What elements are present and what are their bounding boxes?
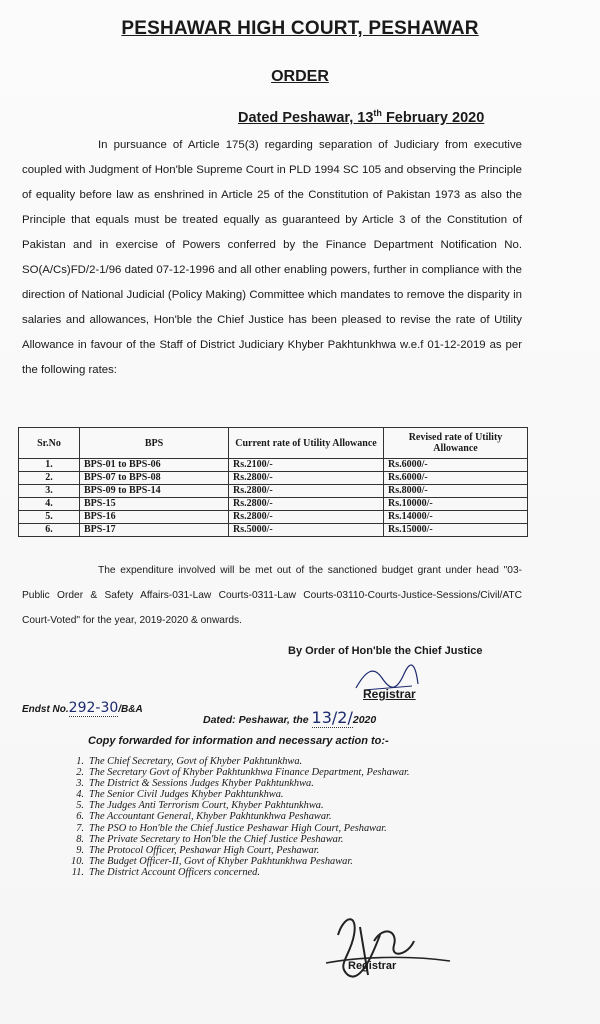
order-date bbox=[238, 108, 484, 126]
cell-current-rate: Rs.2800/- bbox=[229, 472, 384, 485]
expenditure-text: The expenditure involved will be met out of the sanctioned budget grant under head "03-Public Order & Safety Affairs-031-Law Courts-0311-Law Courts-03110-Courts-Justice-Sessions/Civil/ATC Court-Voted" for the year, 2019-2020 & onwards. bbox=[22, 565, 522, 626]
recipient-number: 3. bbox=[76, 778, 84, 790]
recipient-number: 1. bbox=[76, 756, 84, 767]
cell-srno: 6. bbox=[19, 524, 80, 537]
rates-table-row bbox=[19, 498, 528, 511]
col-header-srno: Sr.No bbox=[19, 428, 80, 459]
recipient-number: 2. bbox=[76, 767, 84, 779]
col-header-revised-rate: Revised rate of Utility Allowance bbox=[384, 428, 528, 459]
order-date-sup: th bbox=[373, 108, 382, 118]
recipient-item bbox=[62, 789, 410, 800]
recipient-item bbox=[62, 867, 410, 878]
cell-bps: BPS-16 bbox=[80, 511, 229, 524]
copy-forwarded-heading: Copy forwarded for information and necessary action to:- bbox=[88, 735, 389, 747]
cell-bps: BPS-15 bbox=[80, 498, 229, 511]
recipient-text: The Chief Secretary, Govt of Khyber Pakhtunkhwa. bbox=[89, 756, 303, 767]
court-title: PESHAWAR HIGH COURT, PESHAWAR bbox=[121, 18, 479, 39]
col-header-bps: BPS bbox=[80, 428, 229, 459]
recipient-item bbox=[62, 834, 410, 845]
endst-label: Endst No. bbox=[22, 704, 69, 715]
cell-bps: BPS-07 to BPS-08 bbox=[80, 472, 229, 485]
rates-table-row bbox=[19, 459, 528, 472]
recipient-number: 4. bbox=[76, 789, 84, 801]
expenditure-paragraph bbox=[22, 558, 522, 633]
recipient-item bbox=[62, 856, 410, 867]
cell-current-rate: Rs.5000/- bbox=[229, 524, 384, 537]
cell-current-rate: Rs.2800/- bbox=[229, 511, 384, 524]
recipient-text: The District & Sessions Judges Khyber Pakhtunkhwa. bbox=[89, 778, 314, 790]
order-paragraph bbox=[22, 133, 522, 383]
cell-srno: 3. bbox=[19, 485, 80, 498]
rates-table bbox=[18, 427, 528, 537]
cell-revised-rate: Rs.14000/- bbox=[384, 511, 528, 524]
recipient-item bbox=[62, 811, 410, 822]
recipient-text: The Senior Civil Judges Khyber Pakhtunkhwa. bbox=[89, 789, 284, 801]
rates-table-header-row bbox=[19, 428, 528, 459]
order-paragraph-text: In pursuance of Article 175(3) regarding separation of Judiciary from executive coupled with Judgment of Hon'ble Supreme Court in PLD 1994 SC 105 and observing the Principle of equality before law as enshrined in Article 25 of the Constitution of Pakistan 1973 as also the Principle that equals must be treated equally as guaranteed by Article 3 of the Constitution of Pakistan and in exercise of Powers conferred by the Finance Department Notification No. SO(A/Cs)FD/2-1/96 dated 07-12-1996 and all other enabling powers, further in compliance with the direction of National Judicial (Policy Making) Committee which mandates to remove the disparity in salaries and allowances, Hon'ble the Chief Justice has been pleased to revise the rate of Utility Allowance in favour of the Staff of District Judiciary Khyber Pakhtunkhwa w.e.f 01-12-2019 as per the following rates: bbox=[22, 139, 522, 376]
order-date-suffix: February 2020 bbox=[381, 109, 485, 126]
rates-table-row bbox=[19, 472, 528, 485]
endorsement-date-year: 2020 bbox=[352, 714, 377, 726]
endst-suffix: /B&A bbox=[118, 704, 143, 715]
order-date-prefix: Dated Peshawar, 13 bbox=[238, 109, 374, 126]
cell-srno: 2. bbox=[19, 472, 80, 485]
order-title: ORDER bbox=[271, 68, 329, 85]
recipient-text: The Protocol Officer, Peshawar High Court, Peshawar. bbox=[89, 844, 320, 856]
rates-table-body bbox=[19, 459, 528, 537]
rates-table-wrap bbox=[18, 427, 528, 537]
cell-revised-rate: Rs.6000/- bbox=[384, 472, 528, 485]
recipient-number: 6. bbox=[76, 811, 84, 823]
cell-current-rate: Rs.2800/- bbox=[229, 485, 384, 498]
recipient-number: 7. bbox=[76, 822, 84, 834]
cell-revised-rate: Rs.8000/- bbox=[384, 485, 528, 498]
cell-current-rate: Rs.2800/- bbox=[229, 498, 384, 511]
signature-registrar-label: Registrar bbox=[348, 960, 397, 972]
endorsement-number bbox=[22, 700, 143, 716]
recipient-text: The Budget Officer-II, Govt of Khyber Pakhtunkhwa Peshawar. bbox=[89, 855, 353, 867]
rates-table-row bbox=[19, 511, 528, 524]
recipient-text: The PSO to Hon'ble the Chief Justice Peshawar High Court, Peshawar. bbox=[89, 822, 387, 834]
cell-srno: 4. bbox=[19, 498, 80, 511]
cell-bps: BPS-01 to BPS-06 bbox=[80, 459, 229, 472]
endorsement-date bbox=[203, 708, 376, 727]
col-header-current-rate: Current rate of Utility Allowance bbox=[229, 428, 384, 459]
endorsement-date-label: Dated: Peshawar, the bbox=[203, 714, 309, 726]
recipient-item bbox=[62, 767, 410, 778]
cell-srno: 1. bbox=[19, 459, 80, 472]
recipient-number: 9. bbox=[76, 844, 84, 856]
recipient-number: 11. bbox=[71, 866, 84, 878]
cell-bps: BPS-17 bbox=[80, 524, 229, 537]
recipient-text: The District Account Officers concerned. bbox=[89, 866, 260, 878]
rates-table-row bbox=[19, 485, 528, 498]
rates-table-row bbox=[19, 524, 528, 537]
recipient-item bbox=[62, 800, 410, 811]
cell-revised-rate: Rs.6000/- bbox=[384, 459, 528, 472]
recipient-item bbox=[62, 823, 410, 834]
recipient-item bbox=[62, 756, 410, 767]
cell-bps: BPS-09 to BPS-14 bbox=[80, 485, 229, 498]
cell-revised-rate: Rs.10000/- bbox=[384, 498, 528, 511]
recipient-number: 5. bbox=[76, 800, 84, 812]
recipient-text: The Judges Anti Terrorism Court, Khyber Pakhtunkhwa. bbox=[89, 800, 324, 812]
recipients-list bbox=[62, 756, 410, 878]
recipient-item bbox=[62, 778, 410, 789]
recipient-text: The Secretary Govt of Khyber Pakhtunkhwa Finance Department, Peshawar. bbox=[89, 767, 410, 779]
cell-current-rate: Rs.2100/- bbox=[229, 459, 384, 472]
endst-number: 292-30 bbox=[68, 700, 119, 716]
registrar-title: Registrar bbox=[363, 687, 416, 701]
recipient-text: The Accountant General, Khyber Pakhtunkhwa Peshawar. bbox=[89, 811, 332, 823]
endorsement-date-hand: 13/2/ bbox=[311, 708, 353, 727]
handwritten-signature bbox=[318, 905, 458, 990]
cell-revised-rate: Rs.15000/- bbox=[384, 524, 528, 537]
by-order-line: By Order of Hon'ble the Chief Justice bbox=[288, 645, 483, 657]
recipient-number: 10. bbox=[71, 855, 84, 867]
recipient-number: 8. bbox=[76, 833, 84, 845]
cell-srno: 5. bbox=[19, 511, 80, 524]
recipient-text: The Private Secretary to Hon'ble the Chief Justice Peshawar. bbox=[89, 833, 344, 845]
recipient-item bbox=[62, 845, 410, 856]
